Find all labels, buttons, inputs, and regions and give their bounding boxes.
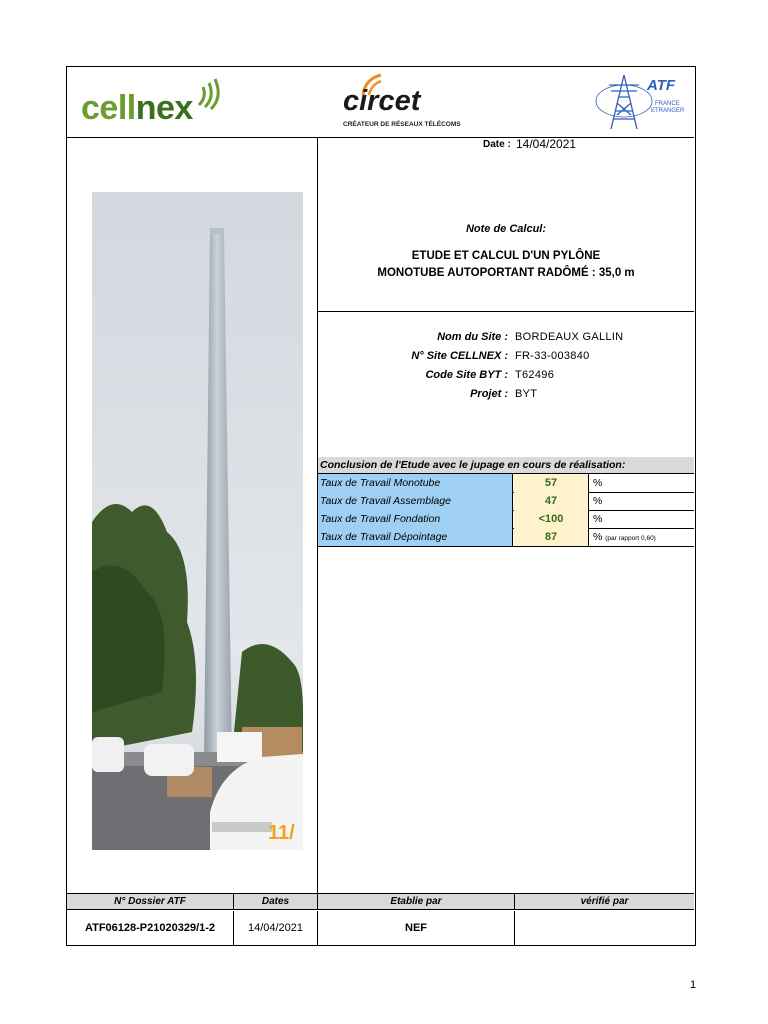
rate-unit bbox=[593, 474, 602, 492]
document-frame bbox=[66, 66, 696, 946]
rate-row-monotube bbox=[318, 474, 694, 493]
rate-unit bbox=[593, 510, 602, 528]
date-row bbox=[318, 137, 694, 157]
footer-header-etablie: Etablie par bbox=[318, 894, 515, 910]
right-column bbox=[318, 137, 694, 893]
site-value: BYT bbox=[515, 388, 538, 400]
rate-label: Taux de Travail Dépointage bbox=[318, 528, 513, 546]
footer-header-dates: Dates bbox=[234, 894, 318, 910]
rate-row-assemblage bbox=[318, 492, 694, 511]
logo-header bbox=[67, 67, 694, 138]
rate-unit-symbol: % bbox=[593, 495, 603, 507]
rate-unit-symbol: % bbox=[593, 531, 603, 543]
site-value: BORDEAUX GALLIN bbox=[515, 331, 624, 343]
footer-header-verifie: vérifié par bbox=[515, 894, 694, 910]
signal-waves-icon bbox=[193, 75, 233, 115]
atf-sub-etranger: ETRANGER bbox=[651, 108, 685, 114]
rate-unit-symbol: % bbox=[593, 477, 603, 489]
rate-label: Taux de Travail Monotube bbox=[318, 474, 513, 492]
site-label: Projet : bbox=[470, 388, 508, 400]
cellnex-logo-part2: nex bbox=[135, 89, 193, 127]
site-label: Code Site BYT : bbox=[425, 369, 508, 381]
rate-value: <100 bbox=[514, 510, 589, 528]
footer-verifie-value bbox=[515, 911, 694, 946]
cellnex-logo bbox=[81, 75, 241, 131]
page-number: 1 bbox=[690, 979, 697, 991]
circet-logo-text: circet bbox=[343, 85, 421, 117]
document-title-line1: ETUDE ET CALCUL D'UN PYLÔNE bbox=[411, 250, 601, 262]
photo-column bbox=[67, 137, 318, 893]
rate-unit bbox=[593, 528, 656, 546]
rate-value: 47 bbox=[514, 492, 589, 510]
photo-timestamp-overlay: 11/ bbox=[268, 822, 295, 844]
rate-row-fondation bbox=[318, 510, 694, 529]
site-info-section bbox=[318, 311, 694, 458]
rate-note: (par rapport 0,60) bbox=[605, 535, 656, 542]
conclusion-heading: Conclusion de l'Etude avec le jupage en cours de réalisation: bbox=[318, 457, 694, 474]
note-label: Note de Calcul: bbox=[465, 223, 547, 235]
atf-sub-france: FRANCE bbox=[655, 101, 680, 107]
pylon-icon bbox=[593, 71, 655, 133]
site-row-byt bbox=[318, 369, 694, 387]
circet-tagline: CRÉATEUR DE RÉSEAUX TÉLÉCOMS bbox=[343, 121, 461, 128]
rate-value: 57 bbox=[514, 474, 589, 492]
rate-unit-symbol: % bbox=[593, 513, 603, 525]
footer-date-value: 14/04/2021 bbox=[234, 911, 318, 946]
rate-label: Taux de Travail Assemblage bbox=[318, 492, 513, 510]
circet-logo bbox=[339, 73, 465, 133]
document-title-line2: MONOTUBE AUTOPORTANT RADÔMÉ : 35,0 m bbox=[377, 267, 635, 279]
rate-value: 87 bbox=[514, 528, 589, 546]
footer-etablie-value: NEF bbox=[318, 911, 515, 946]
rate-label: Taux de Travail Fondation bbox=[318, 510, 513, 528]
pylon-photo bbox=[92, 192, 303, 850]
atf-logo bbox=[593, 71, 691, 133]
site-value: T62496 bbox=[515, 369, 555, 381]
footer-header-dossier: N° Dossier ATF bbox=[67, 894, 234, 910]
rate-unit bbox=[593, 492, 602, 510]
date-label: Date : bbox=[483, 139, 511, 150]
site-row-cellnex bbox=[318, 350, 694, 368]
atf-logo-text: ATF bbox=[647, 77, 676, 94]
title-section bbox=[318, 137, 694, 312]
footer-table bbox=[67, 893, 694, 946]
site-label: Nom du Site : bbox=[437, 331, 508, 343]
rate-row-depointage bbox=[318, 528, 694, 547]
footer-dossier-value: ATF06128-P21020329/1-2 bbox=[67, 911, 234, 946]
date-value: 14/04/2021 bbox=[516, 137, 577, 151]
site-row-project bbox=[318, 388, 694, 406]
site-row-name bbox=[318, 331, 694, 349]
site-label: N° Site CELLNEX : bbox=[411, 350, 508, 362]
cellnex-logo-part1: cell bbox=[81, 89, 136, 127]
pylon-photo-illustration bbox=[92, 192, 303, 850]
site-value: FR-33-003840 bbox=[515, 350, 590, 362]
